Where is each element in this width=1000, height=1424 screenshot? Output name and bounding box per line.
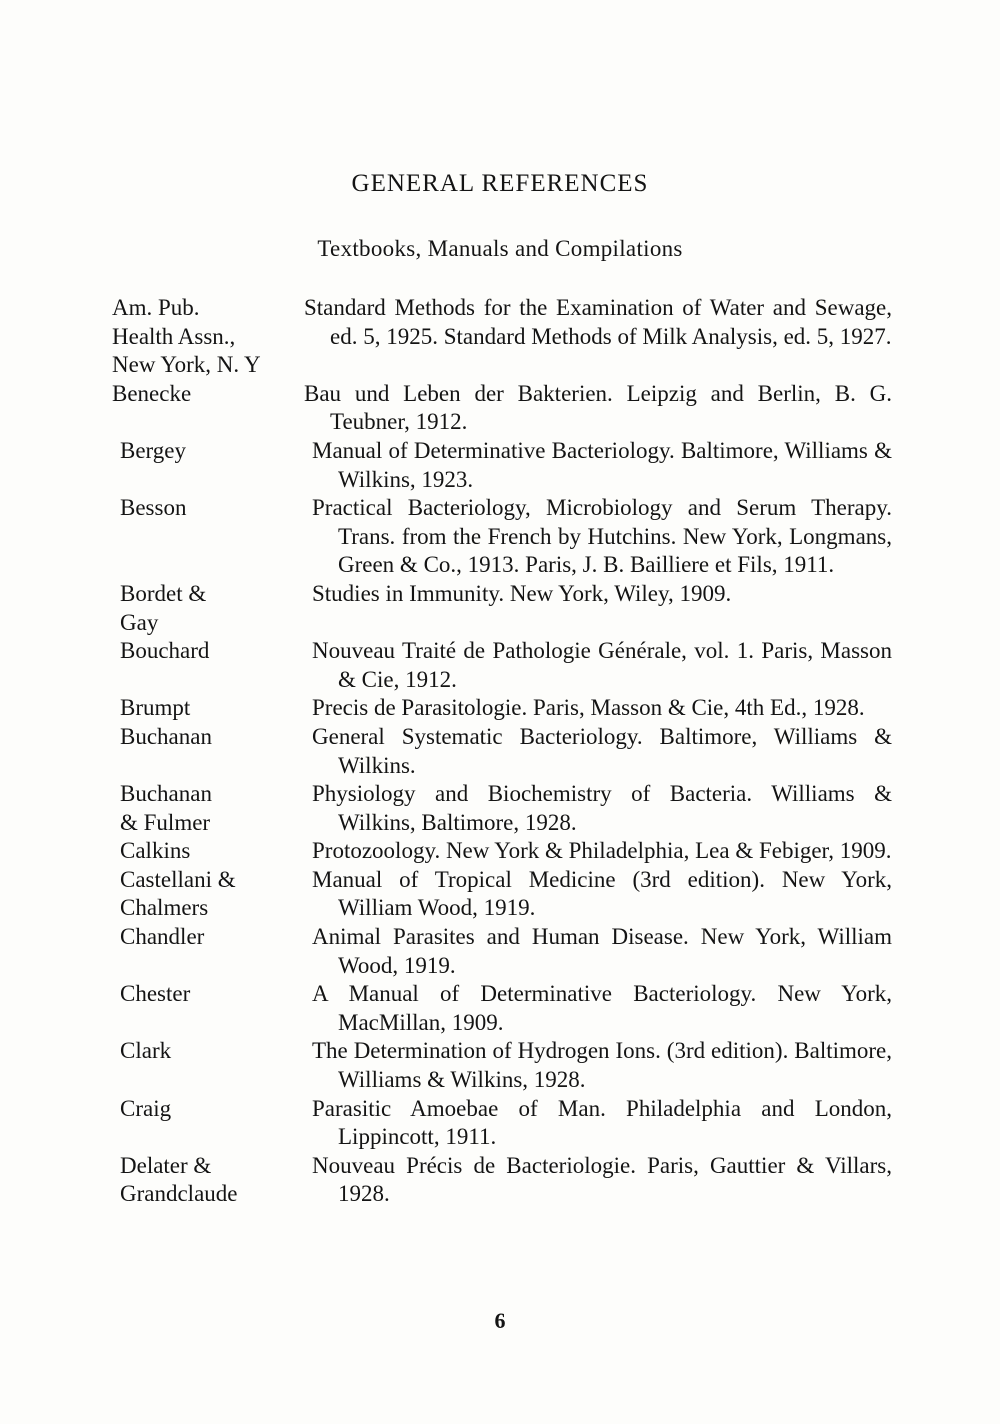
reference-entry (112, 923, 892, 980)
reference-citation: Practical Bacteriology, Microbiology and Serum Therapy. Trans. from the French by Hutchins. New York, Longmans, Green & Co., 1913. Paris, J. B. Bailliere et Fils, 1911. (312, 495, 892, 578)
reference-author: Brumpt (120, 695, 191, 721)
reference-citation: Manual of Tropical Medicine (3rd edition). New York, William Wood, 1919. (312, 866, 892, 921)
reference-entry (112, 866, 892, 923)
reference-citation: Bau und Leben der Bakterien. Leipzig and Berlin, B. G. Teubner, 1912. (304, 380, 892, 435)
reference-citation: Nouveau Précis de Bacteriologie. Paris, Gauttier & Villars, 1928. (312, 1152, 892, 1207)
reference-citation: Animal Parasites and Human Disease. New York, William Wood, 1919. (312, 924, 892, 978)
reference-citation: Physiology and Biochemistry of Bacteria. Williams & Wilkins, Baltimore, 1928. (312, 781, 892, 835)
reference-author: Am. Pub. Health Assn., New York, N. Y (112, 295, 261, 378)
page-title: GENERAL REFERENCES (351, 170, 649, 197)
page-number: 6 (494, 1308, 506, 1333)
reference-entry (112, 1152, 892, 1209)
reference-author: Calkins (120, 838, 191, 864)
reference-citation: The Determination of Hydrogen Ions. (3rd edition). Baltimore, Williams & Wilkins, 1928. (312, 1038, 892, 1093)
reference-citation: Parasitic Amoebae of Man. Philadelphia and London, Lippincott, 1911. (312, 1095, 892, 1150)
reference-entry (112, 437, 892, 494)
reference-entry (112, 980, 892, 1037)
reference-entry (112, 723, 892, 780)
reference-author: Buchanan (120, 723, 212, 749)
reference-entry (112, 780, 892, 837)
reference-citation: A Manual of Determinative Bacteriology. New York, MacMillan, 1909. (312, 981, 892, 1035)
reference-entry (112, 580, 892, 637)
reference-entry (112, 694, 892, 723)
section-subtitle: Textbooks, Manuals and Compilations (317, 236, 683, 261)
reference-citation: Standard Methods for the Examination of Water and Sewage, ed. 5, 1925. Standard Methods of Milk Analysis, ed. 5, 1927. (304, 295, 892, 349)
reference-entry (112, 637, 892, 694)
reference-author: Bergey (120, 437, 187, 463)
reference-author: Delater & Grandclaude (120, 1152, 238, 1207)
reference-citation: Precis de Parasitologie. Paris, Masson & Cie, 4th Ed., 1928. (312, 695, 865, 721)
reference-author: Castellani & Chalmers (120, 866, 236, 921)
reference-author: Chandler (120, 924, 205, 950)
reference-citation: Studies in Immunity. New York, Wiley, 1909. (312, 580, 732, 606)
reference-author: Bordet & Gay (120, 580, 207, 635)
reference-author: Besson (120, 495, 187, 521)
reference-author: Chester (120, 981, 191, 1007)
reference-entry (112, 294, 892, 380)
reference-citation: Nouveau Traité de Pathologie Générale, vol. 1. Paris, Masson & Cie, 1912. (312, 638, 892, 692)
reference-list (112, 294, 892, 1209)
reference-entry (112, 494, 892, 580)
reference-entry (112, 380, 892, 437)
reference-citation: General Systematic Bacteriology. Baltimore, Williams & Wilkins. (312, 723, 892, 778)
reference-citation: Protozoology. New York & Philadelphia, Lea & Febiger, 1909. (312, 838, 892, 864)
reference-author: Benecke (112, 380, 192, 406)
reference-author: Craig (120, 1095, 172, 1121)
reference-author: Bouchard (120, 638, 210, 664)
reference-entry (112, 1095, 892, 1152)
reference-entry (112, 1037, 892, 1094)
reference-entry (112, 837, 892, 866)
reference-citation: Manual of Determinative Bacteriology. Baltimore, Williams & Wilkins, 1923. (312, 437, 892, 492)
reference-author: Buchanan & Fulmer (120, 781, 212, 835)
reference-author: Clark (120, 1038, 172, 1064)
